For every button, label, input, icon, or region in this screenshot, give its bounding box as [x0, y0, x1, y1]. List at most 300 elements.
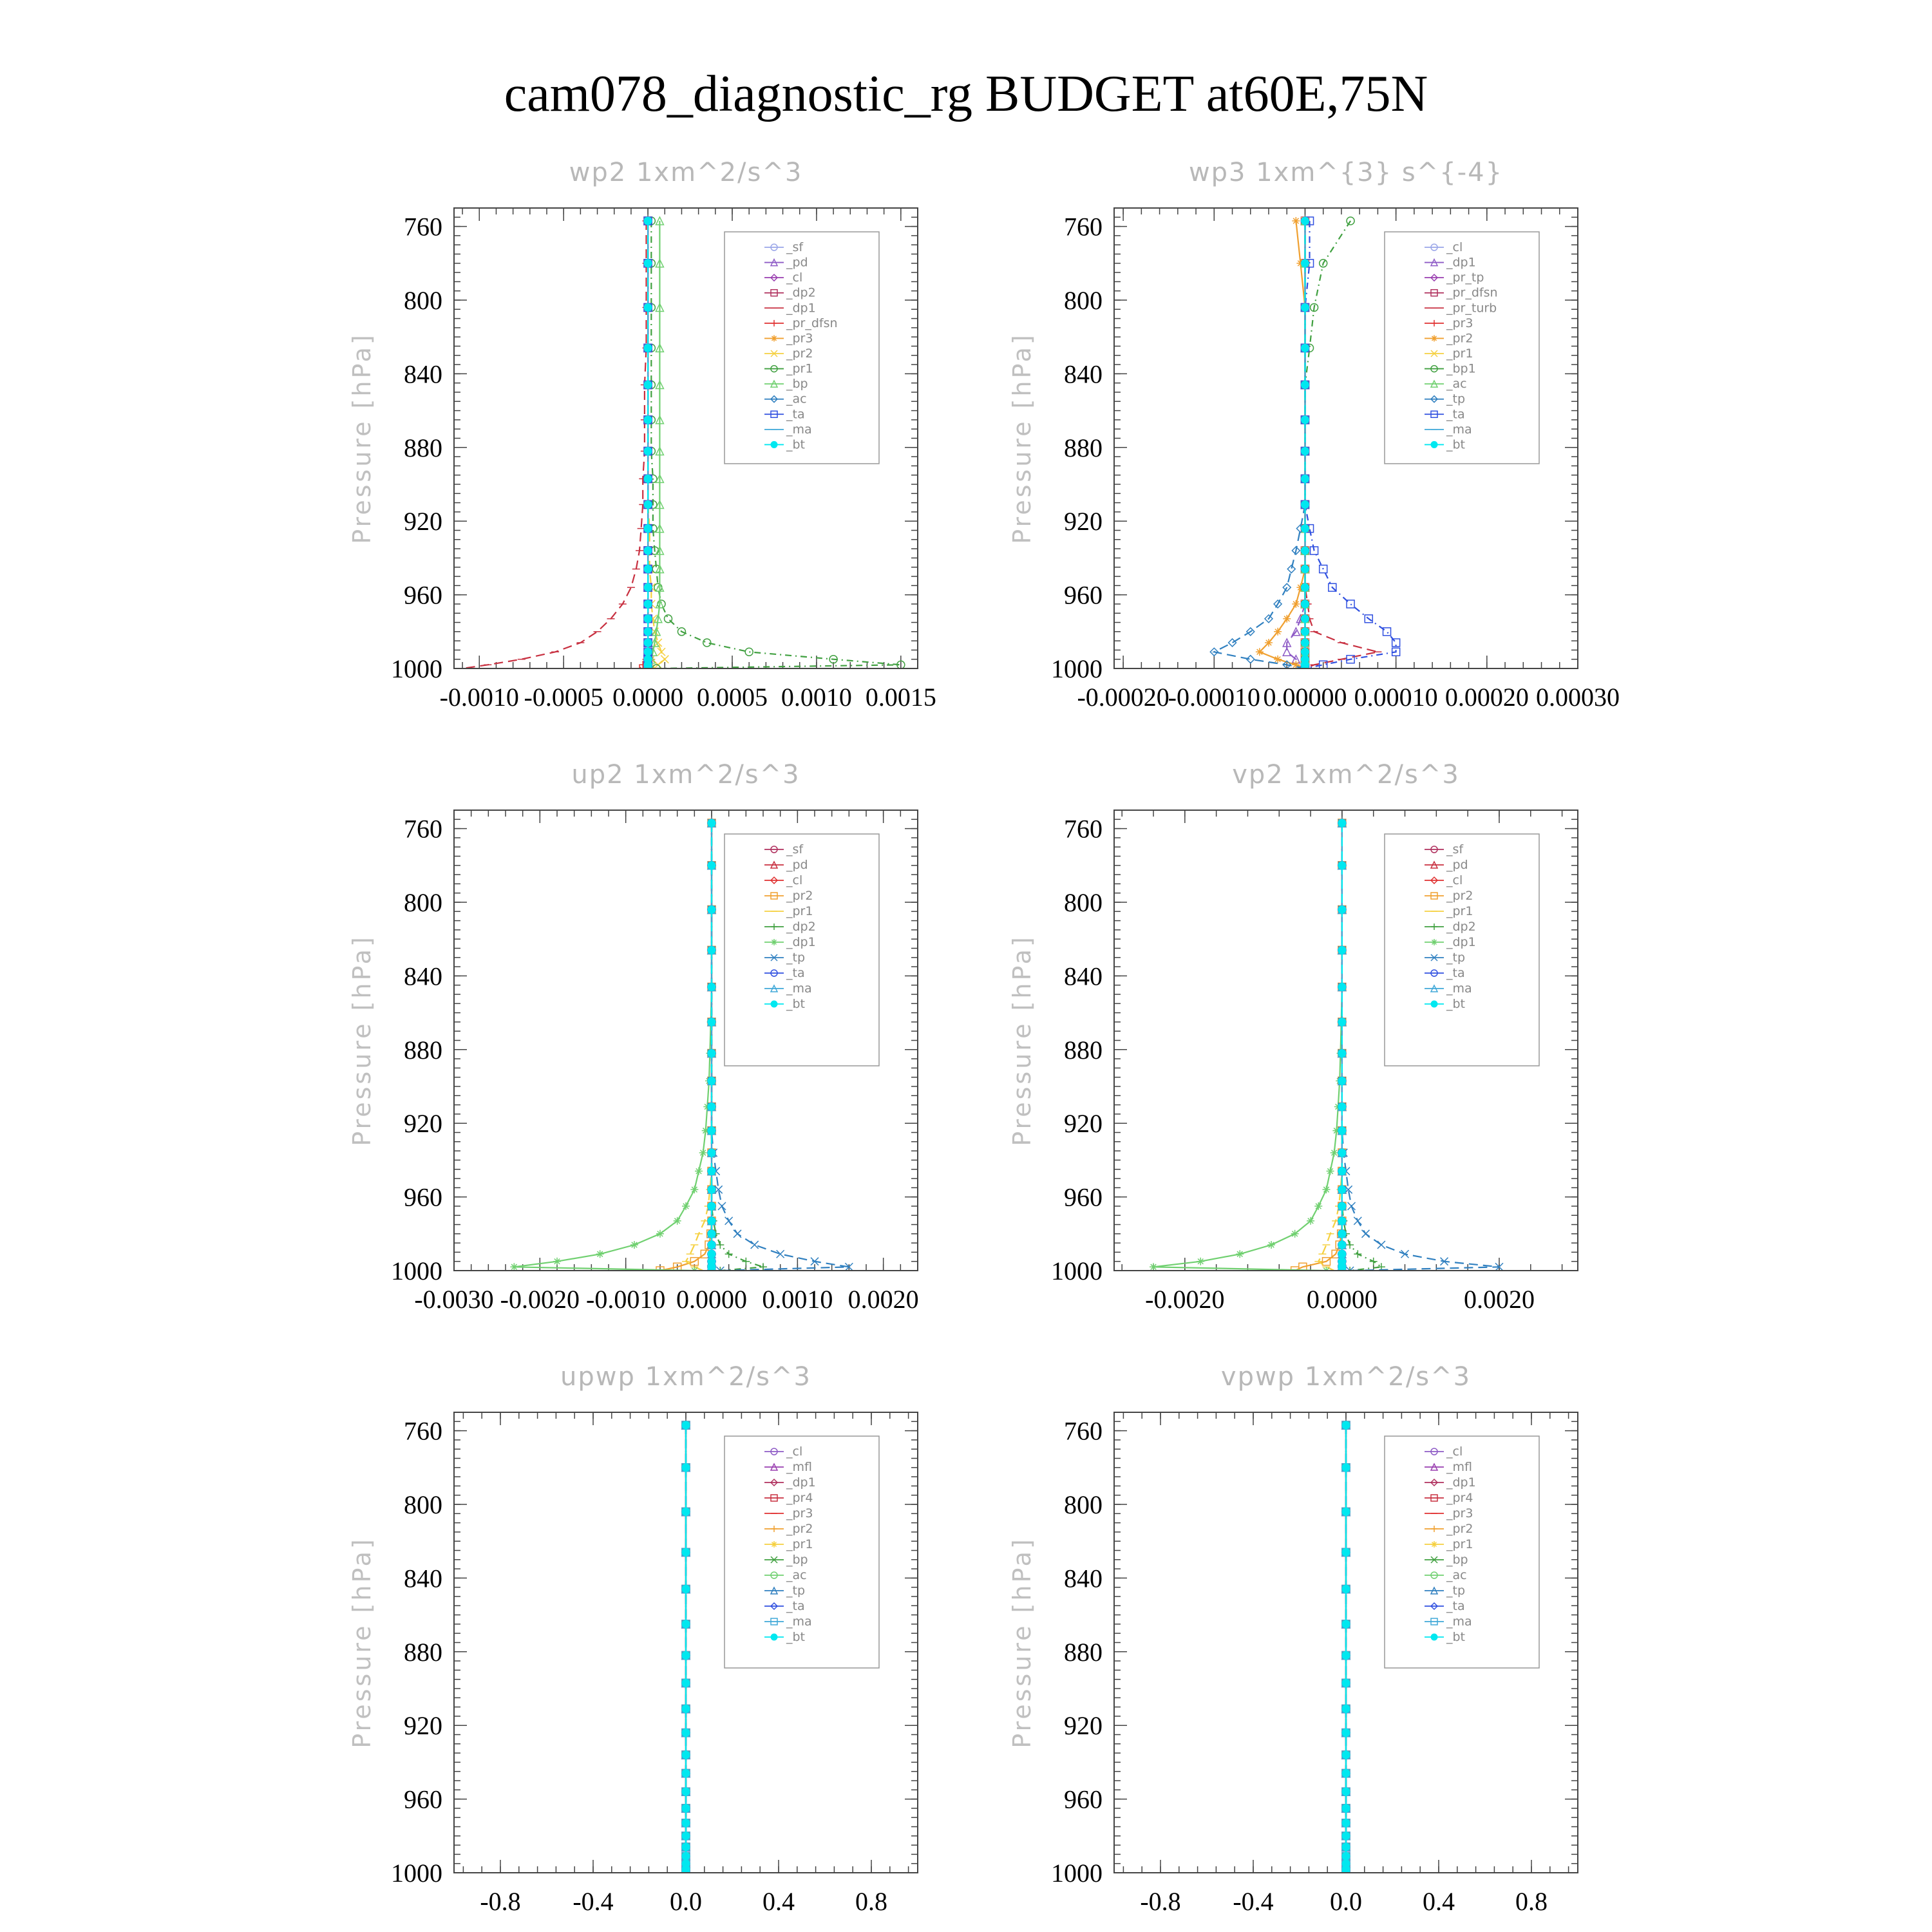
- legend-label: _pr_dfsn: [786, 316, 838, 330]
- y-tick-label: 840: [1064, 1564, 1103, 1593]
- legend-label: _dp2: [786, 285, 816, 300]
- y-axis-label: Pressure [hPa]: [1008, 934, 1036, 1146]
- legend-label: _cl: [1446, 1444, 1463, 1459]
- data-point: [1301, 525, 1309, 533]
- legend-label: _pr1: [786, 904, 813, 918]
- chart-panel-3: [348, 760, 919, 1314]
- data-point: [708, 1050, 715, 1057]
- x-tick-label: -0.0030: [414, 1285, 494, 1314]
- x-tick-label: -0.4: [1233, 1887, 1274, 1916]
- legend-label: _pr1: [786, 1537, 813, 1551]
- data-point: [1342, 1729, 1350, 1737]
- data-point: [1301, 303, 1309, 311]
- data-point: [1301, 500, 1309, 508]
- legend-label: _pr2: [1446, 889, 1473, 903]
- x-tick-label: 0.0000: [1306, 1285, 1378, 1314]
- data-point: [1378, 1241, 1385, 1249]
- legend-label: _pr1: [1446, 904, 1473, 918]
- data-point: [1301, 639, 1309, 647]
- data-point: [1348, 1202, 1356, 1210]
- legend-label: _pd: [1446, 858, 1468, 872]
- legend-label: _dp1: [1446, 255, 1476, 270]
- y-tick-label: 760: [1064, 814, 1103, 844]
- data-point: [708, 1018, 715, 1026]
- legend-label: _sf: [1446, 842, 1464, 857]
- legend: [724, 232, 879, 464]
- chart-panel-1: [348, 158, 936, 712]
- x-tick-label: 0.0010: [762, 1285, 833, 1314]
- y-axis-label: Pressure [hPa]: [1008, 1537, 1036, 1748]
- data-point: [1338, 1168, 1346, 1175]
- data-point: [745, 648, 753, 656]
- data-point: [1291, 1230, 1299, 1238]
- legend-label: _dp1: [786, 301, 816, 316]
- legend-label: _tp: [786, 951, 806, 965]
- data-point: [742, 1258, 750, 1265]
- data-point: [1342, 1705, 1350, 1712]
- data-point: [1338, 819, 1346, 827]
- legend-label: _tp: [1446, 392, 1466, 406]
- data-point: [682, 1548, 690, 1556]
- data-point: [708, 1168, 715, 1175]
- legend-marker: [1431, 1634, 1437, 1640]
- data-point: [682, 1788, 690, 1795]
- legend-label: _dp2: [786, 920, 816, 934]
- data-point: [682, 1832, 690, 1840]
- data-point: [1342, 1788, 1350, 1795]
- y-tick-label: 1000: [1051, 1859, 1103, 1888]
- legend-label: _cl: [1446, 240, 1463, 254]
- legend-label: _dp1: [786, 935, 816, 949]
- x-tick-label: 0.00000: [1263, 683, 1347, 712]
- data-point: [708, 1149, 715, 1157]
- x-tick-label: 0.0005: [697, 683, 768, 712]
- data-point: [1338, 1127, 1346, 1135]
- data-point: [1342, 1679, 1350, 1687]
- legend-label: _bt: [1446, 437, 1466, 452]
- data-point: [718, 1202, 726, 1210]
- y-tick-label: 920: [1064, 1109, 1103, 1139]
- data-point: [644, 416, 652, 424]
- data-point: [708, 1103, 715, 1110]
- y-tick-label: 920: [404, 1711, 442, 1741]
- y-tick-label: 960: [1064, 1785, 1103, 1814]
- y-tick-label: 960: [404, 580, 442, 610]
- data-point: [1301, 260, 1309, 267]
- x-tick-label: -0.0010: [586, 1285, 666, 1314]
- y-tick-label: 800: [1064, 1490, 1103, 1519]
- data-point: [1342, 1508, 1350, 1515]
- series-line-dp1: [514, 823, 712, 1271]
- data-point: [1338, 1202, 1346, 1210]
- legend-label: _ta: [786, 1599, 805, 1613]
- data-point: [725, 1217, 733, 1225]
- y-tick-label: 920: [1064, 1711, 1103, 1741]
- legend-label: _ma: [786, 1615, 812, 1629]
- legend-label: _dp1: [1446, 1475, 1476, 1490]
- data-point: [1342, 1804, 1350, 1812]
- legend-marker: [1431, 939, 1437, 945]
- legend-label: _pd: [786, 255, 808, 270]
- data-point: [644, 344, 652, 352]
- legend-label: _bt: [786, 997, 806, 1011]
- data-point: [708, 1230, 715, 1238]
- data-point: [1342, 1421, 1350, 1429]
- legend-marker: [771, 1634, 777, 1640]
- legend-label: _sf: [786, 842, 804, 857]
- x-tick-label: -0.0010: [439, 683, 519, 712]
- legend-label: _tp: [1446, 951, 1466, 965]
- y-axis-label: Pressure [hPa]: [1008, 332, 1036, 544]
- x-tick-label: 0.0015: [865, 683, 936, 712]
- data-point: [1342, 1852, 1350, 1860]
- data-point: [1338, 1050, 1346, 1057]
- series-line-dp1: [1153, 823, 1342, 1271]
- series-line-tp: [1214, 221, 1305, 668]
- data-point: [1301, 217, 1309, 225]
- legend-label: _ac: [1446, 377, 1467, 392]
- data-point: [1301, 416, 1309, 424]
- data-point: [1301, 615, 1309, 623]
- legend-marker: [771, 1001, 777, 1007]
- data-point: [1256, 648, 1264, 656]
- data-point: [1338, 1149, 1346, 1157]
- data-point: [674, 1217, 681, 1225]
- data-point: [644, 628, 652, 636]
- data-point: [1338, 905, 1346, 913]
- data-point: [661, 656, 668, 663]
- legend-label: _bt: [1446, 1630, 1466, 1644]
- x-tick-label: -0.4: [573, 1887, 614, 1916]
- data-point: [510, 1263, 518, 1271]
- legend-marker: [1431, 441, 1437, 448]
- data-point: [1338, 1077, 1346, 1084]
- data-point: [1301, 648, 1309, 656]
- y-tick-label: 800: [404, 888, 442, 917]
- y-tick-label: 840: [1064, 961, 1103, 991]
- legend-label: _ac: [1446, 1568, 1467, 1582]
- data-point: [1274, 656, 1282, 663]
- data-point: [1342, 1586, 1350, 1593]
- x-tick-label: -0.0020: [1145, 1285, 1225, 1314]
- y-tick-label: 760: [404, 212, 442, 242]
- data-point: [708, 1077, 715, 1084]
- legend-label: _tp: [786, 1584, 806, 1598]
- legend-label: _pr3: [786, 1506, 813, 1520]
- y-tick-label: 760: [404, 1416, 442, 1446]
- legend-label: _ma: [786, 422, 812, 437]
- x-tick-label: 0.0000: [612, 683, 684, 712]
- data-point: [682, 1770, 690, 1777]
- data-point: [682, 1751, 690, 1759]
- y-tick-label: 800: [404, 286, 442, 315]
- data-point: [1301, 600, 1309, 608]
- data-point: [682, 1729, 690, 1737]
- y-tick-label: 1000: [391, 1859, 442, 1888]
- y-tick-label: 920: [1064, 507, 1103, 536]
- data-point: [682, 1464, 690, 1472]
- panel-title: wp3 1xm^{3} s^{-4}: [1188, 158, 1504, 187]
- data-point: [1338, 983, 1346, 991]
- y-tick-label: 880: [404, 1035, 442, 1065]
- legend-label: _pr3: [1446, 316, 1473, 330]
- data-point: [682, 1586, 690, 1593]
- y-tick-label: 960: [1064, 1182, 1103, 1212]
- x-tick-label: 0.0020: [1463, 1285, 1535, 1314]
- x-tick-label: 0.00010: [1354, 683, 1438, 712]
- y-tick-label: 880: [404, 1637, 442, 1667]
- panel-title: upwp 1xm^2/s^3: [560, 1362, 811, 1392]
- chart-panel-2: [1008, 158, 1620, 712]
- legend-label: _mfl: [1446, 1460, 1472, 1474]
- y-tick-label: 960: [1064, 580, 1103, 610]
- data-point: [1338, 1186, 1346, 1193]
- legend-label: _pr2: [1446, 331, 1473, 346]
- y-tick-label: 800: [1064, 888, 1103, 917]
- legend-label: _dp1: [786, 1475, 816, 1490]
- data-point: [1338, 1018, 1346, 1026]
- x-tick-label: 0.8: [855, 1887, 887, 1916]
- data-point: [1301, 448, 1309, 455]
- legend-label: _pr4: [1446, 1491, 1473, 1505]
- data-point: [644, 500, 652, 508]
- data-point: [682, 1421, 690, 1429]
- legend-label: _bt: [1446, 997, 1466, 1011]
- x-tick-label: 0.8: [1515, 1887, 1548, 1916]
- data-point: [644, 583, 652, 591]
- data-point: [1301, 381, 1309, 389]
- data-point: [644, 303, 652, 311]
- data-point: [596, 1250, 604, 1258]
- y-axis-label: Pressure [hPa]: [348, 332, 376, 544]
- chart-panel-5: [348, 1362, 918, 1916]
- data-point: [1342, 1832, 1350, 1840]
- legend-label: _sf: [786, 240, 804, 254]
- data-point: [1338, 946, 1346, 954]
- data-point: [1342, 1548, 1350, 1556]
- data-point: [716, 1241, 724, 1249]
- data-point: [708, 862, 715, 869]
- y-axis-label: Pressure [hPa]: [348, 934, 376, 1146]
- data-point: [644, 600, 652, 608]
- y-tick-label: 1000: [391, 1256, 442, 1285]
- data-point: [1301, 583, 1309, 591]
- y-tick-label: 880: [1064, 433, 1103, 462]
- data-point: [1370, 1258, 1378, 1265]
- legend-marker: [1431, 1001, 1437, 1007]
- y-tick-label: 760: [1064, 1416, 1103, 1446]
- x-tick-label: -0.00010: [1168, 683, 1260, 712]
- legend: [724, 834, 879, 1066]
- data-point: [1322, 1186, 1330, 1193]
- x-tick-label: 0.0: [1330, 1887, 1362, 1916]
- data-point: [708, 1202, 715, 1210]
- data-point: [682, 1202, 690, 1210]
- data-point: [1267, 1241, 1275, 1249]
- y-tick-label: 960: [404, 1785, 442, 1814]
- legend-label: _pr_turb: [1446, 301, 1497, 316]
- data-point: [1338, 1217, 1346, 1225]
- legend-label: _cl: [786, 1444, 803, 1459]
- legend-marker: [771, 939, 777, 945]
- data-point: [1342, 1819, 1350, 1827]
- data-point: [690, 1186, 698, 1193]
- x-tick-label: -0.0020: [500, 1285, 580, 1314]
- y-tick-label: 880: [1064, 1035, 1103, 1065]
- legend-label: _ta: [1446, 1599, 1465, 1613]
- legend-label: _pr2: [786, 346, 813, 361]
- series-line-pr-turb: [1305, 221, 1378, 668]
- data-point: [708, 983, 715, 991]
- data-point: [1150, 1263, 1157, 1271]
- legend-label: _ma: [786, 981, 812, 996]
- data-point: [1307, 1217, 1314, 1225]
- legend-label: _cl: [786, 270, 803, 285]
- data-point: [695, 1168, 703, 1175]
- data-point: [682, 1843, 690, 1851]
- series-line-ta: [1305, 221, 1396, 668]
- legend-marker: [1431, 1541, 1437, 1548]
- data-point: [1301, 547, 1309, 554]
- legend-label: _bt: [786, 1630, 806, 1644]
- data-point: [708, 1127, 715, 1135]
- data-point: [1338, 1103, 1346, 1110]
- legend-label: _ac: [786, 392, 807, 406]
- y-tick-label: 840: [404, 1564, 442, 1593]
- series-group: [1342, 1421, 1350, 1877]
- y-tick-label: 880: [1064, 1637, 1103, 1667]
- figure-title: cam078_diagnostic_rg BUDGET at60E,75N: [504, 66, 1428, 122]
- data-point: [1197, 1258, 1204, 1265]
- data-point: [682, 1819, 690, 1827]
- series-group: [1210, 217, 1399, 672]
- legend-label: _pr2: [786, 889, 813, 903]
- data-point: [658, 648, 665, 656]
- data-point: [1236, 1250, 1244, 1258]
- data-point: [1354, 1250, 1361, 1258]
- series-line-bp1: [1305, 221, 1351, 668]
- legend: [1385, 232, 1539, 464]
- legend-label: _ta: [1446, 407, 1465, 422]
- data-point: [1327, 1168, 1334, 1175]
- x-tick-label: 0.0000: [676, 1285, 747, 1314]
- data-point: [682, 1679, 690, 1687]
- data-point: [1301, 565, 1309, 573]
- data-point: [1301, 344, 1309, 352]
- x-tick-label: 0.0: [670, 1887, 702, 1916]
- data-point: [644, 648, 652, 656]
- x-tick-label: -0.8: [480, 1887, 521, 1916]
- data-point: [708, 1217, 715, 1225]
- legend-label: _ta: [786, 407, 805, 422]
- legend-label: _ta: [1446, 966, 1465, 980]
- series-line-dp2: [1342, 823, 1381, 1271]
- legend-label: _ma: [1446, 981, 1472, 996]
- data-point: [644, 547, 652, 554]
- data-point: [1342, 1770, 1350, 1777]
- data-point: [708, 1250, 715, 1258]
- data-point: [708, 905, 715, 913]
- data-point: [1301, 628, 1309, 636]
- data-point: [1338, 862, 1346, 869]
- legend-label: _bt: [786, 437, 806, 452]
- data-point: [644, 448, 652, 455]
- legend-label: _pr2: [1446, 1522, 1473, 1536]
- legend-label: _cl: [1446, 873, 1463, 887]
- y-tick-label: 760: [404, 814, 442, 844]
- legend-marker: [1431, 335, 1437, 341]
- data-point: [682, 1652, 690, 1660]
- data-point: [734, 1230, 741, 1238]
- data-point: [1314, 1202, 1322, 1210]
- series-line-dp1: [462, 221, 646, 668]
- data-point: [708, 1241, 715, 1249]
- data-point: [1342, 1652, 1350, 1660]
- data-point: [1342, 1751, 1350, 1759]
- data-point: [630, 1241, 638, 1249]
- series-group: [682, 1421, 690, 1877]
- legend-marker: [771, 1541, 777, 1548]
- data-point: [1342, 1843, 1350, 1851]
- y-tick-label: 1000: [391, 654, 442, 683]
- data-point: [708, 946, 715, 954]
- data-point: [644, 525, 652, 533]
- panels: [348, 158, 1620, 1916]
- legend-label: _ma: [1446, 422, 1472, 437]
- y-tick-label: 800: [1064, 286, 1103, 315]
- legend-label: _pr3: [786, 331, 813, 346]
- legend: [1385, 1436, 1539, 1668]
- data-point: [682, 1804, 690, 1812]
- data-point: [553, 1258, 561, 1265]
- data-point: [644, 260, 652, 267]
- data-point: [1342, 1620, 1350, 1628]
- data-point: [1354, 1217, 1361, 1225]
- y-tick-label: 920: [404, 1109, 442, 1139]
- data-point: [682, 1852, 690, 1860]
- x-tick-label: 0.00020: [1444, 683, 1529, 712]
- data-point: [682, 1705, 690, 1712]
- legend-label: _pr_tp: [1446, 270, 1484, 285]
- legend-label: _bp: [1446, 1553, 1468, 1567]
- legend-label: _pr1: [786, 361, 813, 376]
- legend-label: _ac: [786, 1568, 807, 1582]
- legend-label: _bp: [786, 377, 808, 392]
- legend: [1385, 834, 1539, 1066]
- data-point: [1331, 1149, 1338, 1157]
- legend-label: _dp1: [1446, 935, 1476, 949]
- data-point: [708, 819, 715, 827]
- data-point: [644, 217, 652, 225]
- data-point: [1338, 1241, 1346, 1249]
- panel-title: vpwp 1xm^2/s^3: [1220, 1362, 1472, 1392]
- data-point: [644, 615, 652, 623]
- data-point: [1283, 615, 1291, 623]
- chart-panel-4: [1008, 760, 1578, 1314]
- data-point: [708, 1186, 715, 1193]
- y-tick-label: 840: [404, 359, 442, 389]
- x-tick-label: -0.8: [1140, 1887, 1181, 1916]
- legend-label: _pr4: [786, 1491, 813, 1505]
- legend: [724, 1436, 879, 1668]
- data-point: [644, 475, 652, 482]
- y-tick-label: 880: [404, 433, 442, 462]
- data-point: [682, 1508, 690, 1515]
- x-tick-label: -0.00020: [1077, 683, 1170, 712]
- data-point: [682, 1620, 690, 1628]
- y-axis-label: Pressure [hPa]: [348, 1537, 376, 1748]
- data-point: [644, 381, 652, 389]
